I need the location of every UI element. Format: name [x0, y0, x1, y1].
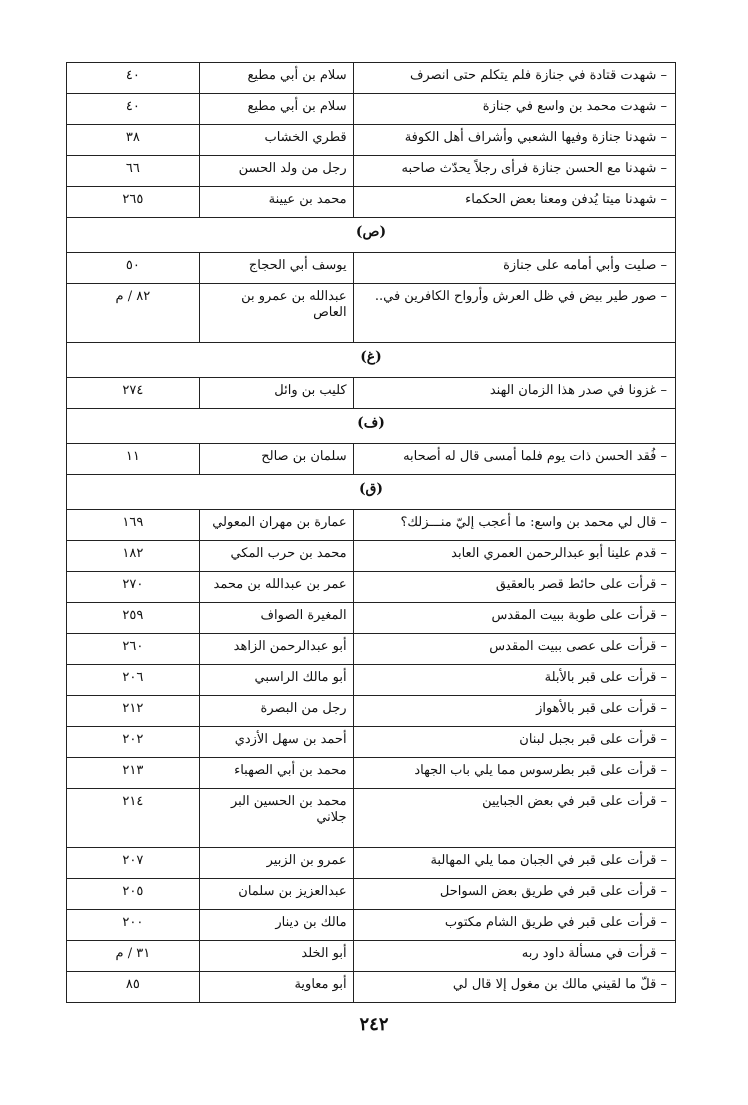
entry-narrator: محمد بن حرب المكي [199, 541, 353, 572]
index-entry-row [67, 727, 676, 758]
entry-page-ref: ٦٦ [67, 156, 200, 187]
index-table-body [67, 63, 676, 1003]
entry-narrator: عمر بن عبدالله بن محمد [199, 572, 353, 603]
entry-text: – شهدنا مع الحسن جنازة فرأى رجلاً يحدّث صاحبه [353, 156, 675, 187]
entry-page-ref: ١٨٢ [67, 541, 200, 572]
index-entry-row [67, 910, 676, 941]
index-entry-row [67, 541, 676, 572]
entry-page-ref: ٢٠٥ [67, 879, 200, 910]
index-entry-row [67, 758, 676, 789]
entry-text: – قرأت على قبر في الجبان مما يلي المهالبة [353, 848, 675, 879]
entry-narrator: مالك بن دينار [199, 910, 353, 941]
entry-narrator: سلام بن أبي مطيع [199, 63, 353, 94]
index-entry-row [67, 789, 676, 848]
entry-narrator: عبدالعزيز بن سلمان [199, 879, 353, 910]
entry-narrator: عمارة بن مهران المعولي [199, 510, 353, 541]
entry-narrator: سلام بن أبي مطيع [199, 94, 353, 125]
entry-narrator: محمد بن الحسين البر جلاني [199, 789, 353, 848]
entry-page-ref: ٢٠٧ [67, 848, 200, 879]
entry-page-ref: ٢٧٤ [67, 378, 200, 409]
entry-text: – قرأت على قبر بالأبلة [353, 665, 675, 696]
entry-narrator: المغيرة الصواف [199, 603, 353, 634]
entry-text: – قرأت على قبر في طريق بعض السواحل [353, 879, 675, 910]
entry-page-ref: ٣١ / م [67, 941, 200, 972]
entry-narrator: رجل من ولد الحسن [199, 156, 353, 187]
entry-page-ref: ١١ [67, 444, 200, 475]
entry-page-ref: ٢٧٠ [67, 572, 200, 603]
entry-narrator: أبو الخلد [199, 941, 353, 972]
entry-narrator: رجل من البصرة [199, 696, 353, 727]
section-header-row [67, 218, 676, 253]
index-entry-row [67, 378, 676, 409]
entry-page-ref: ٢٠٢ [67, 727, 200, 758]
entry-text: – صليت وأبي أمامه على جنازة [353, 253, 675, 284]
entry-page-ref: ١٦٩ [67, 510, 200, 541]
section-header-row [67, 343, 676, 378]
entry-page-ref: ٢٠٦ [67, 665, 200, 696]
entry-page-ref: ٢١٢ [67, 696, 200, 727]
entry-text: – شهدنا جنازة وفيها الشعبي وأشراف أهل الكوفة [353, 125, 675, 156]
entry-text: – صور طير بيض في ظل العرش وأرواح الكافرين في.. [353, 284, 675, 343]
entry-page-ref: ٥٠ [67, 253, 200, 284]
index-entry-row [67, 125, 676, 156]
entry-narrator: سلمان بن صالح [199, 444, 353, 475]
index-entry-row [67, 253, 676, 284]
index-entry-row [67, 510, 676, 541]
entry-text: – شهدنا ميتا يُدفن ومعنا بعض الحكماء [353, 187, 675, 218]
index-entry-row [67, 156, 676, 187]
index-entry-row [67, 63, 676, 94]
entry-page-ref: ٨٥ [67, 972, 200, 1003]
index-entry-row [67, 284, 676, 343]
entry-text: – شهدت قتادة في جنازة فلم يتكلم حتى انصرف [353, 63, 675, 94]
entry-page-ref: ٢١٣ [67, 758, 200, 789]
entry-page-ref: ٤٠ [67, 63, 200, 94]
entry-text: – قرأت على قبر بجبل لبنان [353, 727, 675, 758]
entry-narrator: عبدالله بن عمرو بن العاص [199, 284, 353, 343]
entry-page-ref: ٢٦٠ [67, 634, 200, 665]
entry-text: – قال لي محمد بن واسع: ما أعجب إليّ منـــزلك؟ [353, 510, 675, 541]
entry-page-ref: ٢٠٠ [67, 910, 200, 941]
entry-narrator: أبو مالك الراسبي [199, 665, 353, 696]
entry-narrator: يوسف أبي الحجاج [199, 253, 353, 284]
index-table [66, 62, 676, 1003]
entry-text: – قرأت على قبر في بعض الجبايين [353, 789, 675, 848]
entry-narrator: كليب بن وائل [199, 378, 353, 409]
entry-text: – فُقد الحسن ذات يوم فلما أمسى قال له أصحابه [353, 444, 675, 475]
index-entry-row [67, 634, 676, 665]
entry-narrator: أبو معاوية [199, 972, 353, 1003]
index-entry-row [67, 665, 676, 696]
entry-page-ref: ٨٢ / م [67, 284, 200, 343]
entry-narrator: عمرو بن الزبير [199, 848, 353, 879]
index-entry-row [67, 972, 676, 1003]
entry-page-ref: ٢٥٩ [67, 603, 200, 634]
index-entry-row [67, 444, 676, 475]
section-header-row [67, 475, 676, 510]
entry-text: – شهدت محمد بن واسع في جنازة [353, 94, 675, 125]
entry-narrator: محمد بن أبي الصهباء [199, 758, 353, 789]
index-entry-row [67, 848, 676, 879]
index-entry-row [67, 187, 676, 218]
section-header-row [67, 409, 676, 444]
index-entry-row [67, 696, 676, 727]
section-letter: (ق) [67, 475, 676, 510]
index-entry-row [67, 941, 676, 972]
entry-page-ref: ٤٠ [67, 94, 200, 125]
entry-text: – قرأت على حائط قصر بالعقيق [353, 572, 675, 603]
entry-text: – قرأت على عصى ببيت المقدس [353, 634, 675, 665]
index-entry-row [67, 879, 676, 910]
entry-narrator: محمد بن عيينة [199, 187, 353, 218]
entry-text: – قرأت على قبر في طريق الشام مكتوب [353, 910, 675, 941]
entry-text: – قرأت على قبر بالأهواز [353, 696, 675, 727]
entry-narrator: أحمد بن سهل الأزدي [199, 727, 353, 758]
entry-narrator: قطري الخشاب [199, 125, 353, 156]
entry-narrator: أبو عبدالرحمن الزاهد [199, 634, 353, 665]
index-entry-row [67, 572, 676, 603]
entry-page-ref: ٢١٤ [67, 789, 200, 848]
index-entry-row [67, 94, 676, 125]
entry-page-ref: ٣٨ [67, 125, 200, 156]
section-letter: (غ) [67, 343, 676, 378]
section-letter: (ص) [67, 218, 676, 253]
entry-page-ref: ٢٦٥ [67, 187, 200, 218]
entry-text: – قرأت في مسألة داود ربه [353, 941, 675, 972]
entry-text: – قرأت على قبر بطرسوس مما يلي باب الجهاد [353, 758, 675, 789]
page-number: ٢٤٢ [359, 1014, 389, 1035]
entry-text: – قلّ ما لقيني مالك بن مغول إلا قال لي [353, 972, 675, 1003]
entry-text: – قدم علينا أبو عبدالرحمن العمري العابد [353, 541, 675, 572]
index-entry-row [67, 603, 676, 634]
entry-text: – قرأت على طوبة ببيت المقدس [353, 603, 675, 634]
entry-text: – غزونا في صدر هذا الزمان الهند [353, 378, 675, 409]
section-letter: (ف) [67, 409, 676, 444]
